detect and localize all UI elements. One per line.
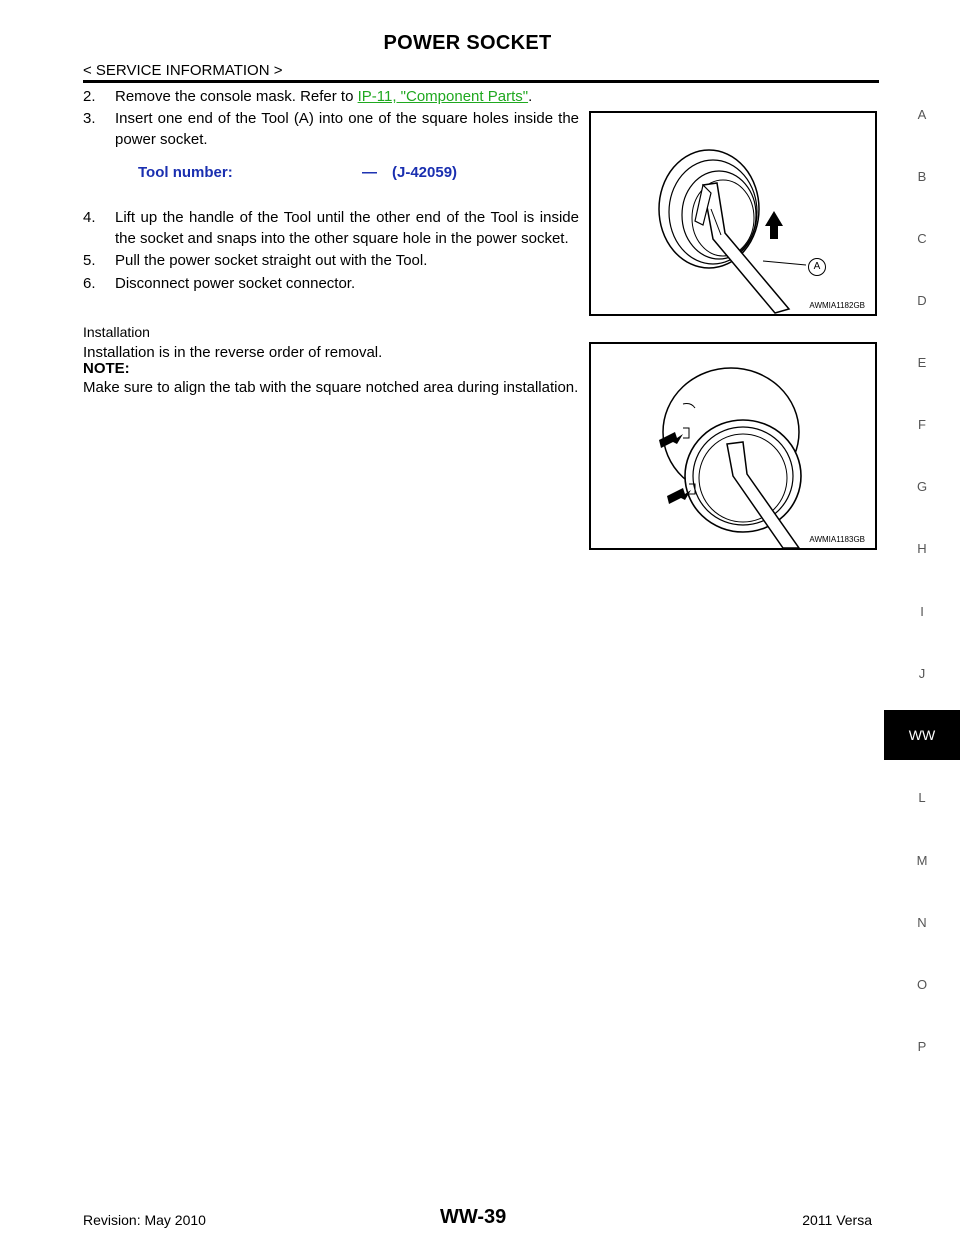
tool-insertion-illustration xyxy=(591,113,875,314)
header-rule xyxy=(83,80,879,83)
page-number: WW-39 xyxy=(440,1206,507,1228)
tab-h[interactable]: H xyxy=(917,541,927,556)
tool-number-value: (J-42059) xyxy=(392,164,458,181)
tab-ww-active[interactable]: WW xyxy=(884,710,960,760)
step-3 xyxy=(83,108,579,150)
revision-date: Revision: May 2010 xyxy=(83,1212,206,1228)
step-text: Pull the power socket straight out with the Tool. xyxy=(115,252,428,269)
callout-a: A xyxy=(808,258,826,276)
component-parts-link[interactable]: IP-11, "Component Parts" xyxy=(357,88,529,105)
page-title: POWER SOCKET xyxy=(383,32,552,54)
tab-n[interactable]: N xyxy=(917,915,927,930)
tab-e[interactable]: E xyxy=(917,355,927,370)
step-text-end: . xyxy=(528,88,533,105)
tab-i[interactable]: I xyxy=(920,604,924,619)
installation-illustration xyxy=(591,344,875,548)
tab-d[interactable]: D xyxy=(917,293,927,308)
tab-o[interactable]: O xyxy=(916,977,928,992)
tab-p[interactable]: P xyxy=(917,1039,927,1054)
tab-a[interactable]: A xyxy=(917,107,927,122)
tab-j[interactable]: J xyxy=(918,666,926,681)
step-text: Disconnect power socket connector. xyxy=(115,275,356,292)
model-year: 2011 Versa xyxy=(802,1212,872,1228)
step-text: Lift up the handle of the Tool until the other end of the Tool is inside the socket and snaps into the other square hole in the power socket. xyxy=(115,209,579,247)
step-text: Insert one end of the Tool (A) into one of the square holes inside the power socket. xyxy=(115,110,579,148)
note-text: Make sure to align the tab with the square notched area during installation. xyxy=(83,379,579,396)
figure-code: AWMIA1182GB xyxy=(809,301,865,310)
tool-number-label: Tool number: xyxy=(138,164,233,181)
note-label: NOTE: xyxy=(83,360,130,377)
step-number: 5. xyxy=(83,252,96,269)
installation-text: Installation is in the reverse order of removal. xyxy=(83,344,383,361)
step-5 xyxy=(83,250,579,271)
step-number: 3. xyxy=(83,110,96,127)
step-number: 6. xyxy=(83,275,96,292)
tab-g[interactable]: G xyxy=(916,479,928,494)
tab-b[interactable]: B xyxy=(917,169,927,184)
tab-f[interactable]: F xyxy=(918,417,926,432)
tab-m[interactable]: M xyxy=(916,853,928,868)
figure-tool-insertion xyxy=(589,111,877,316)
step-number: 2. xyxy=(83,88,96,105)
section-index-tabs xyxy=(884,0,960,1242)
step-number: 4. xyxy=(83,209,96,226)
step-4 xyxy=(83,207,579,249)
step-6 xyxy=(83,273,579,294)
breadcrumb: < SERVICE INFORMATION > xyxy=(83,62,283,79)
installation-heading: Installation xyxy=(83,324,150,340)
figure-code: AWMIA1183GB xyxy=(809,535,865,544)
step-2 xyxy=(83,86,579,107)
tool-number-dash: — xyxy=(362,164,377,181)
tab-l[interactable]: L xyxy=(918,790,926,805)
step-text: Remove the console mask. Refer to xyxy=(115,88,358,105)
figure-installation xyxy=(589,342,877,550)
tab-c[interactable]: C xyxy=(917,231,927,246)
